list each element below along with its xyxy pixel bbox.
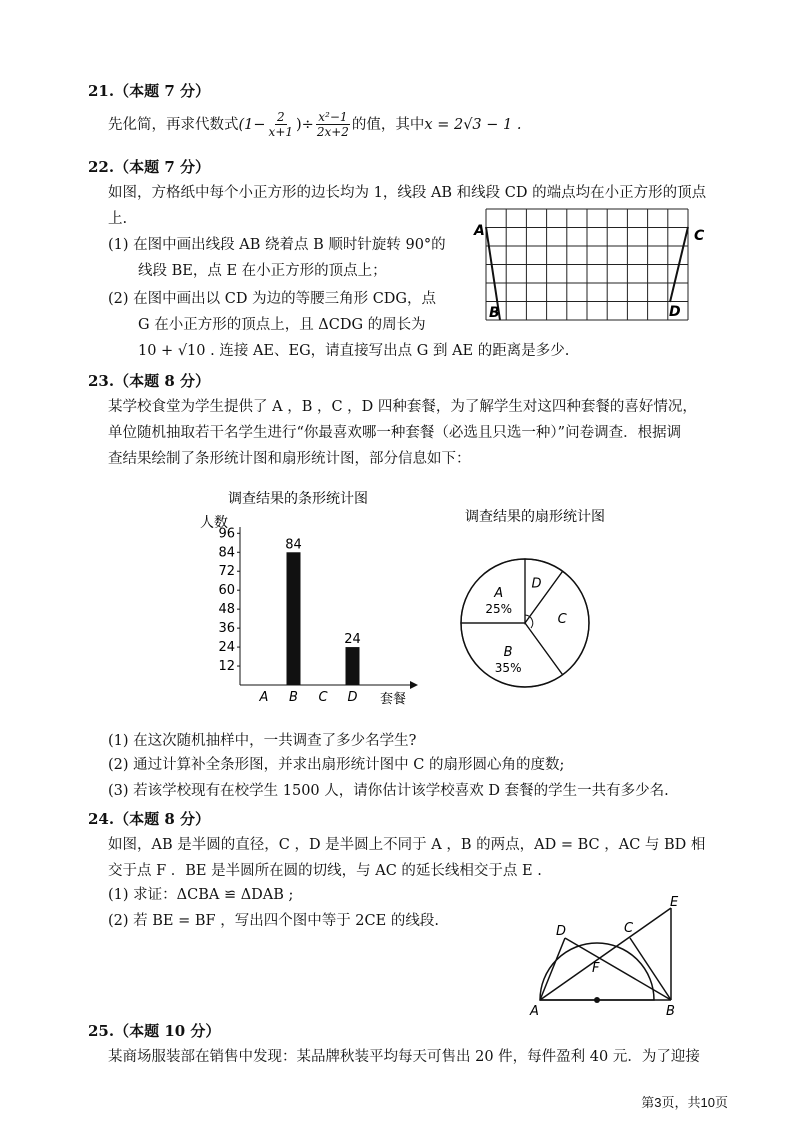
q21-prefix: 先化简，再求代数式 xyxy=(108,116,239,133)
bar-y-tick-label: 12 xyxy=(218,659,235,675)
grid-figure xyxy=(470,205,718,335)
q25-line1: 某商场服装部在销售中发现：某品牌秋装平均每天可售出 20 件，每件盈利 40 元．为了迎接 xyxy=(108,1049,700,1065)
bar-B xyxy=(287,552,301,685)
q22-item2-line2: G 在小正方形的顶点上，且 ΔCDG 的周长为 xyxy=(138,317,426,333)
pie-chart-title: 调查结果的扇形统计图 xyxy=(465,509,605,525)
q24-line1: 如图，AB 是半圆的直径，C ，D 是半圆上不同于 A ，B 的两点，AD = BC ，AC 与 BD 相 xyxy=(108,837,706,853)
q22-header: 22.（本题 7 分） xyxy=(88,158,210,176)
bar-category-label: A xyxy=(259,690,269,705)
fig-label-e: E xyxy=(670,895,679,910)
bar-chart-xlabel: 套餐 xyxy=(380,692,407,707)
pie-percent-A: 25% xyxy=(485,601,513,616)
bar-y-tick-label: 24 xyxy=(218,640,235,656)
bar-chart-ylabel: 人数 xyxy=(200,515,228,531)
q21-frac1-num: 2 xyxy=(276,110,285,124)
bar-y-tick-label: 60 xyxy=(218,583,235,599)
q22-line2: 上. xyxy=(108,211,128,227)
pie-percent-B: 35% xyxy=(494,661,522,676)
bar-y-tick-label: 96 xyxy=(218,526,235,542)
bar-category-label: D xyxy=(347,690,358,705)
pie-label-A: A xyxy=(494,585,504,601)
q21-frac2-den: 2x+2 xyxy=(316,125,349,139)
grid-label-c: C xyxy=(694,228,705,244)
bar-y-tick-label: 72 xyxy=(218,564,235,580)
pie-label-C: C xyxy=(557,612,567,627)
pie-label-B: B xyxy=(503,645,513,661)
q22-item1-line2: 线段 BE，点 E 在小正方形的顶点上； xyxy=(138,263,387,279)
grid-label-b: B xyxy=(489,305,500,321)
fig-label-f: F xyxy=(592,961,600,976)
q21-frac1-den: x+1 xyxy=(268,125,294,139)
q24-item1: (1) 求证：ΔCBA ≌ ΔDAB ; xyxy=(108,887,294,903)
q23-header: 23.（本题 8 分） xyxy=(88,372,210,390)
q22-item2-line3: 10 + √10 . 连接 AE、EG，请直接写出点 G 到 AE 的距离是多少. xyxy=(138,343,570,359)
q21-frac1 xyxy=(267,110,295,139)
q21-header: 21.（本题 7 分） xyxy=(88,82,210,100)
q24-item2: (2) 若 BE = BF ，写出四个图中等于 2CE 的线段. xyxy=(108,913,439,929)
q21-text xyxy=(108,110,521,139)
bar-x-arrow xyxy=(410,681,418,689)
q23-line1: 某学校食堂为学生提供了 A ，B ，C ，D 四种套餐，为了解学生对这四种套餐的喜好情况， xyxy=(108,399,697,415)
q22-item2-line1: (2) 在图中画出以 CD 为边的等腰三角形 CDG，点 xyxy=(108,291,436,307)
bar-y-tick-label: 48 xyxy=(218,602,235,618)
page-number: 第3页，共10页 xyxy=(641,1095,728,1110)
grid-label-a: A xyxy=(474,223,485,239)
bar-chart-title: 调查结果的条形统计图 xyxy=(228,491,368,507)
pie-label-D: D xyxy=(531,576,542,592)
fig-label-d: D xyxy=(556,924,567,939)
q21-open: (1− xyxy=(238,116,266,133)
line-cb xyxy=(630,938,671,1000)
bar-value-label: 84 xyxy=(285,537,302,553)
q21-suffix: 的值，其中 xyxy=(351,116,425,133)
q21-frac2 xyxy=(315,110,351,139)
bar-category-label: C xyxy=(318,690,328,705)
bar-D xyxy=(346,647,360,685)
q24-line2: 交于点 F ．BE 是半圆所在圆的切线，与 AC 的延长线相交于点 E . xyxy=(108,863,542,879)
q23-line3: 查结果绘制了条形统计图和扇形统计图，部分信息如下： xyxy=(108,451,471,467)
center-dot xyxy=(594,997,600,1003)
q23-line2: 单位随机抽取若干名学生进行“你最喜欢哪一种套餐（必选且只选一种）”问卷调查．根据调 xyxy=(108,425,682,441)
q21-mid: )÷ xyxy=(296,116,314,133)
line-ae xyxy=(540,908,671,1000)
q21-x-value: x = 2√3 − 1 . xyxy=(424,116,522,133)
bar-chart xyxy=(190,485,420,715)
q22-line1: 如图，方格纸中每个小正方形的边长均为 1，线段 AB 和线段 CD 的端点均在小正方形的顶点 xyxy=(108,185,707,201)
fig-label-b: B xyxy=(666,1004,675,1019)
q23-item3: (3) 若该学校现有在校学生 1500 人，请你估计该学校喜欢 D 套餐的学生一共有多少名. xyxy=(108,783,669,799)
q24-header: 24.（本题 8 分） xyxy=(88,810,210,828)
bar-y-tick-label: 84 xyxy=(218,545,235,561)
semicircle-figure xyxy=(520,890,690,1020)
q23-item2: (2) 通过计算补全条形图，并求出扇形统计图中 C 的扇形圆心角的度数; xyxy=(108,757,565,773)
fig-label-a: A xyxy=(530,1004,539,1019)
fig-label-c: C xyxy=(624,921,634,936)
grid-label-d: D xyxy=(669,304,681,320)
q22-item1-line1: (1) 在图中画出线段 AB 绕着点 B 顺时针旋转 90°的 xyxy=(108,237,446,253)
q25-header: 25.（本题 10 分） xyxy=(88,1022,221,1040)
q21-frac2-num: x²−1 xyxy=(318,110,348,124)
bar-y-tick-label: 36 xyxy=(218,621,235,637)
bar-category-label: B xyxy=(289,690,298,705)
bar-value-label: 24 xyxy=(344,632,361,648)
pie-chart xyxy=(455,495,615,725)
q23-item1: (1) 在这次随机抽样中，一共调查了多少名学生? xyxy=(108,733,417,749)
